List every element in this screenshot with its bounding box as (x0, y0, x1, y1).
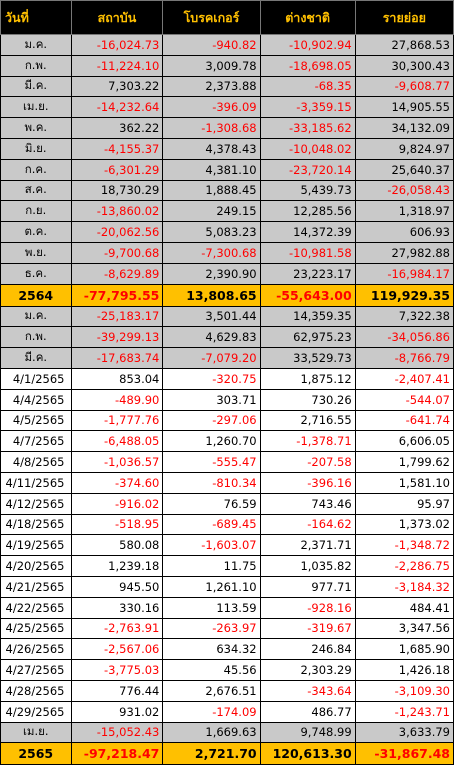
month-row (1, 242, 454, 263)
retail-value: -3,184.32 (355, 576, 453, 597)
month-row (1, 159, 454, 180)
retail-value: -31,867.48 (355, 743, 453, 765)
foreign-value: 743.46 (260, 493, 355, 514)
daily-row (1, 535, 454, 556)
row-label: 4/22/2565 (1, 597, 72, 618)
broker-value: 1,261.10 (163, 576, 260, 597)
daily-row (1, 556, 454, 577)
institution-value: -489.90 (71, 389, 163, 410)
retail-value: -641.74 (355, 410, 453, 431)
broker-value: -810.34 (163, 472, 260, 493)
foreign-value: 23,223.17 (260, 263, 355, 284)
retail-value: -34,056.86 (355, 327, 453, 348)
row-label: ส.ค. (1, 180, 72, 201)
row-label: 2564 (1, 284, 72, 306)
foreign-value: -1,378.71 (260, 431, 355, 452)
retail-value: 3,347.56 (355, 618, 453, 639)
retail-value: 1,685.90 (355, 639, 453, 660)
foreign-value: 730.26 (260, 389, 355, 410)
retail-value: -2,407.41 (355, 368, 453, 389)
month-row (1, 97, 454, 118)
broker-value: 5,083.23 (163, 222, 260, 243)
broker-value: 303.71 (163, 389, 260, 410)
institution-value: -9,700.68 (71, 242, 163, 263)
broker-value: -174.09 (163, 701, 260, 722)
broker-value: 3,009.78 (163, 55, 260, 76)
institution-value: -13,860.02 (71, 201, 163, 222)
foreign-value: 486.77 (260, 701, 355, 722)
retail-value: -3,109.30 (355, 680, 453, 701)
daily-row (1, 701, 454, 722)
institution-value: -374.60 (71, 472, 163, 493)
institution-value: -25,183.17 (71, 306, 163, 327)
retail-value: 1,318.97 (355, 201, 453, 222)
daily-row (1, 514, 454, 535)
header-retail: รายย่อย (355, 1, 453, 35)
row-label: มี.ค. (1, 348, 72, 369)
institution-value: -6,301.29 (71, 159, 163, 180)
foreign-value: -928.16 (260, 597, 355, 618)
broker-value: 1,888.45 (163, 180, 260, 201)
broker-value: -1,603.07 (163, 535, 260, 556)
row-label: 4/29/2565 (1, 701, 72, 722)
row-label: 4/7/2565 (1, 431, 72, 452)
broker-value: 3,501.44 (163, 306, 260, 327)
institution-value: -8,629.89 (71, 263, 163, 284)
row-label: 2565 (1, 743, 72, 765)
institution-value: -14,232.64 (71, 97, 163, 118)
daily-row (1, 389, 454, 410)
institution-value: 7,303.22 (71, 76, 163, 97)
retail-value: 6,606.05 (355, 431, 453, 452)
foreign-value: -55,643.00 (260, 284, 355, 306)
month-row (1, 327, 454, 348)
month-row (1, 35, 454, 56)
institution-value: -16,024.73 (71, 35, 163, 56)
foreign-value: 5,439.73 (260, 180, 355, 201)
month-row (1, 306, 454, 327)
daily-row (1, 452, 454, 473)
retail-value: 7,322.38 (355, 306, 453, 327)
institution-value: 580.08 (71, 535, 163, 556)
institution-value: -11,224.10 (71, 55, 163, 76)
row-label: 4/18/2565 (1, 514, 72, 535)
broker-value: 4,378.43 (163, 138, 260, 159)
daily-row (1, 597, 454, 618)
daily-row (1, 493, 454, 514)
foreign-value: -68.35 (260, 76, 355, 97)
row-label: 4/25/2565 (1, 618, 72, 639)
foreign-value: -23,720.14 (260, 159, 355, 180)
table-header (1, 1, 454, 35)
row-label: 4/28/2565 (1, 680, 72, 701)
institution-value: -6,488.05 (71, 431, 163, 452)
daily-row (1, 472, 454, 493)
foreign-value: 62,975.23 (260, 327, 355, 348)
row-label: 4/4/2565 (1, 389, 72, 410)
retail-value: 119,929.35 (355, 284, 453, 306)
retail-value: 25,640.37 (355, 159, 453, 180)
row-label: ธ.ค. (1, 263, 72, 284)
foreign-value: -10,981.58 (260, 242, 355, 263)
retail-value: -9,608.77 (355, 76, 453, 97)
month-row (1, 263, 454, 284)
broker-value: -1,308.68 (163, 118, 260, 139)
retail-value: -544.07 (355, 389, 453, 410)
header-institution: สถาบัน (71, 1, 163, 35)
header-date: วันที่ (1, 1, 72, 35)
retail-value: 484.41 (355, 597, 453, 618)
institution-value: -916.02 (71, 493, 163, 514)
foreign-value: 12,285.56 (260, 201, 355, 222)
row-label: เม.ย. (1, 97, 72, 118)
foreign-value: -207.58 (260, 452, 355, 473)
month-row (1, 722, 454, 743)
broker-value: 13,808.65 (163, 284, 260, 306)
header-broker: โบรคเกอร์ (163, 1, 260, 35)
row-label: 4/1/2565 (1, 368, 72, 389)
month-row (1, 76, 454, 97)
broker-value: 4,629.83 (163, 327, 260, 348)
retail-value: 27,982.88 (355, 242, 453, 263)
daily-row (1, 618, 454, 639)
daily-row (1, 576, 454, 597)
broker-value: 4,381.10 (163, 159, 260, 180)
broker-value: 113.59 (163, 597, 260, 618)
row-label: ม.ค. (1, 35, 72, 56)
year-total-row (1, 743, 454, 765)
retail-value: 95.97 (355, 493, 453, 514)
foreign-value: 14,359.35 (260, 306, 355, 327)
row-label: ก.พ. (1, 55, 72, 76)
broker-value: 1,260.70 (163, 431, 260, 452)
broker-value: 1,669.63 (163, 722, 260, 743)
retail-value: 606.93 (355, 222, 453, 243)
institution-value: 776.44 (71, 680, 163, 701)
broker-value: -7,300.68 (163, 242, 260, 263)
month-row (1, 180, 454, 201)
institution-value: -15,052.43 (71, 722, 163, 743)
broker-value: -7,079.20 (163, 348, 260, 369)
row-label: เม.ย. (1, 722, 72, 743)
row-label: 4/12/2565 (1, 493, 72, 514)
daily-row (1, 660, 454, 681)
institution-value: 945.50 (71, 576, 163, 597)
header-foreign: ต่างชาติ (260, 1, 355, 35)
daily-row (1, 368, 454, 389)
institution-value: -2,567.06 (71, 639, 163, 660)
institution-value: 18,730.29 (71, 180, 163, 201)
retail-value: 14,905.55 (355, 97, 453, 118)
foreign-value: -396.16 (260, 472, 355, 493)
retail-value: -1,348.72 (355, 535, 453, 556)
institution-value: 931.02 (71, 701, 163, 722)
foreign-value: 33,529.73 (260, 348, 355, 369)
daily-row (1, 410, 454, 431)
row-label: ม.ค. (1, 306, 72, 327)
institution-value: 362.22 (71, 118, 163, 139)
institution-value: 1,239.18 (71, 556, 163, 577)
daily-row (1, 431, 454, 452)
row-label: มี.ค. (1, 76, 72, 97)
institution-value: -1,777.76 (71, 410, 163, 431)
retail-value: 34,132.09 (355, 118, 453, 139)
broker-value: 11.75 (163, 556, 260, 577)
foreign-value: 14,372.39 (260, 222, 355, 243)
foreign-value: 1,035.82 (260, 556, 355, 577)
broker-value: -689.45 (163, 514, 260, 535)
row-label: 4/20/2565 (1, 556, 72, 577)
row-label: ก.ค. (1, 159, 72, 180)
row-label: 4/26/2565 (1, 639, 72, 660)
institution-value: 330.16 (71, 597, 163, 618)
institution-value: -518.95 (71, 514, 163, 535)
retail-value: 27,868.53 (355, 35, 453, 56)
broker-value: 45.56 (163, 660, 260, 681)
institution-value: -2,763.91 (71, 618, 163, 639)
month-row (1, 222, 454, 243)
institution-value: -39,299.13 (71, 327, 163, 348)
foreign-value: 2,303.29 (260, 660, 355, 681)
month-row (1, 55, 454, 76)
row-label: 4/21/2565 (1, 576, 72, 597)
broker-value: 2,721.70 (163, 743, 260, 765)
institution-value: -97,218.47 (71, 743, 163, 765)
institution-value: 853.04 (71, 368, 163, 389)
row-label: 4/8/2565 (1, 452, 72, 473)
month-row (1, 118, 454, 139)
row-label: ต.ค. (1, 222, 72, 243)
institution-value: -4,155.37 (71, 138, 163, 159)
foreign-value: -164.62 (260, 514, 355, 535)
broker-value: -396.09 (163, 97, 260, 118)
broker-value: -555.47 (163, 452, 260, 473)
header-row (1, 1, 454, 35)
retail-value: 3,633.79 (355, 722, 453, 743)
broker-value: 2,373.88 (163, 76, 260, 97)
broker-value: 249.15 (163, 201, 260, 222)
broker-value: 634.32 (163, 639, 260, 660)
row-label: พ.ค. (1, 118, 72, 139)
daily-row (1, 639, 454, 660)
foreign-value: 120,613.30 (260, 743, 355, 765)
foreign-value: 2,371.71 (260, 535, 355, 556)
year-total-row (1, 284, 454, 306)
daily-row (1, 680, 454, 701)
row-label: ก.พ. (1, 327, 72, 348)
broker-value: -940.82 (163, 35, 260, 56)
broker-value: -320.75 (163, 368, 260, 389)
retail-value: 9,824.97 (355, 138, 453, 159)
row-label: ก.ย. (1, 201, 72, 222)
institution-value: -77,795.55 (71, 284, 163, 306)
row-label: 4/19/2565 (1, 535, 72, 556)
month-row (1, 348, 454, 369)
broker-value: -297.06 (163, 410, 260, 431)
retail-value: -2,286.75 (355, 556, 453, 577)
row-label: 4/11/2565 (1, 472, 72, 493)
row-label: 4/5/2565 (1, 410, 72, 431)
foreign-value: 1,875.12 (260, 368, 355, 389)
foreign-value: 246.84 (260, 639, 355, 660)
foreign-value: -18,698.05 (260, 55, 355, 76)
table-body (1, 35, 454, 765)
broker-value: 2,390.90 (163, 263, 260, 284)
row-label: มิ.ย. (1, 138, 72, 159)
foreign-value: 9,748.99 (260, 722, 355, 743)
institution-value: -1,036.57 (71, 452, 163, 473)
foreign-value: 2,716.55 (260, 410, 355, 431)
institution-value: -20,062.56 (71, 222, 163, 243)
retail-value: 1,373.02 (355, 514, 453, 535)
institution-value: -3,775.03 (71, 660, 163, 681)
foreign-value: -33,185.62 (260, 118, 355, 139)
row-label: 4/27/2565 (1, 660, 72, 681)
institution-value: -17,683.74 (71, 348, 163, 369)
broker-value: 2,676.51 (163, 680, 260, 701)
retail-value: 1,799.62 (355, 452, 453, 473)
month-row (1, 201, 454, 222)
retail-value: 30,300.43 (355, 55, 453, 76)
foreign-value: -3,359.15 (260, 97, 355, 118)
retail-value: -26,058.43 (355, 180, 453, 201)
broker-value: -263.97 (163, 618, 260, 639)
broker-value: 76.59 (163, 493, 260, 514)
foreign-value: -10,902.94 (260, 35, 355, 56)
foreign-value: -319.67 (260, 618, 355, 639)
row-label: พ.ย. (1, 242, 72, 263)
retail-value: -8,766.79 (355, 348, 453, 369)
foreign-value: 977.71 (260, 576, 355, 597)
foreign-value: -10,048.02 (260, 138, 355, 159)
month-row (1, 138, 454, 159)
retail-value: 1,426.18 (355, 660, 453, 681)
retail-value: -1,243.71 (355, 701, 453, 722)
retail-value: -16,984.17 (355, 263, 453, 284)
foreign-value: -343.64 (260, 680, 355, 701)
retail-value: 1,581.10 (355, 472, 453, 493)
